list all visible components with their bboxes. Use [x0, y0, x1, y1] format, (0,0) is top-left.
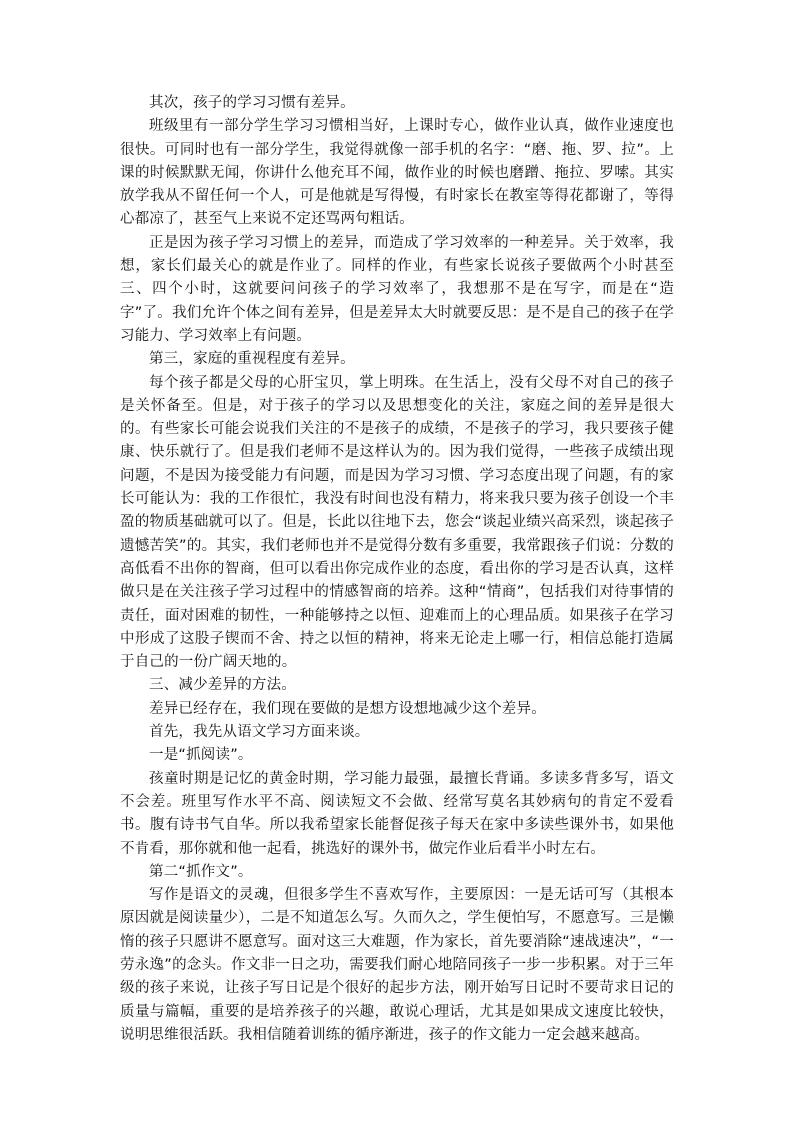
section-heading-methods: 三、减少差异的方法。 — [149, 677, 296, 694]
document-body — [120, 92, 674, 1047]
paragraph-efficiency: 正是因为孩子学习习惯上的差异，而造成了学习效率的一种差异。关于效率，我想，家长们最关心的就是作业了。同样的作业，有些家长说孩子要做两个小时甚至三、四个小时，这就要问问孩子的学习效率了，我想那不是在写字，而是在“造字”了。我们允许个体之间有差异，但是差异太大时就要反思：是不是自己的孩子在学习能力、学习效率上有问题。 — [120, 234, 674, 344]
paragraph-writing-heading: 第二“抓作文”。 — [149, 863, 253, 880]
paragraph-family-description: 每个孩子都是父母的心肝宝贝，掌上明珠。在生活上，没有父母不对自己的孩子是关怀备至。但是，对于孩子的学习以及思想变化的关注，家庭之间的差异是很大的。有些家长可能会说我们关注的不是孩子的成绩，不是孩子的学习，我只要孩子健康、快乐就行了。但是我们老师不是这样认为的。因为我们觉得，一些孩子成绩出现问题，不是因为接受能力有问题，而是因为学习习惯、学习态度出现了问题，有的家长可能认为：我的工作很忙，我没有时间也没有精力，将来我只要为孩子创设一个丰盈的物质基础就可以了。但是，长此以往地下去，您会“谈起业绩兴高采烈，谈起孩子遗憾苦笑”的。其实，我们老师也并不是觉得分数有多重要，我常跟孩子们说：分数的高低看不出你的智商，但可以看出你完成作业的态度，看出你的学习是否认真，这样做只是在关注孩子学习过程中的情感智商的培养。这种“情商”，包括我们对待事情的责任，面对困难的韧性，一种能够持之以恒、迎难而上的心理品质。如果孩子在学习中形成了这股子锲而不舍、持之以恒的精神，将来无论走上哪一行，相信总能打造属于自己的一份广阔天地的。 — [120, 374, 674, 671]
paragraph-family-heading: 第三，家庭的重视程度有差异。 — [149, 351, 355, 368]
paragraph-chinese-study: 首先，我先从语文学习方面来谈。 — [149, 724, 370, 741]
paragraph-reading-description: 孩童时期是记忆的黄金时期，学习能力最强，最擅长背诵。多读多背多写，语文不会差。班里写作水平不高、阅读短文不会做、经常写莫名其妙病句的肯定不爱看书。腹有诗书气自华。所以我希望家长能督促孩子每天在家中多读些课外书，如果他不肯看，那你就和他一起看，挑选好的课外书，做完作业后看半小时左右。 — [120, 770, 674, 857]
paragraph-habit-description: 班级里有一部分学生学习习惯相当好，上课时专心，做作业认真，做作业速度也很快。可同时也有一部分学生，我觉得就像一部手机的名字：“磨、拖、罗、拉”。上课的时候默默无闻，你讲什么他充耳不闻，做作业的时候也磨蹭、拖拉、罗嗦。其实放学我从不留任何一个人，可是他就是写得慢，有时家长在教室等得花都谢了，等得心都凉了，甚至气上来说不定还骂两句粗话。 — [120, 118, 674, 228]
paragraph-habit-heading: 其次，孩子的学习习惯有差异。 — [149, 95, 355, 111]
paragraph-reading-heading: 一是“抓阅读”。 — [149, 747, 253, 764]
paragraph-methods-intro: 差异已经存在，我们现在要做的是想方设想地减少这个差异。 — [149, 700, 546, 717]
paragraph-writing-description: 写作是语文的灵魂，但很多学生不喜欢写作，主要原因：一是无话可写（其根本原因就是阅读量少），二是不知道怎么写。久而久之，学生便怕写，不愿意写。三是懒惰的孩子只愿讲不愿意写。面对这三大难题，作为家长，首先要消除“速战速决”，“一劳永逸”的念头。作文非一日之功，需要我们耐心地陪同孩子一步一步积累。对于三年级的孩子来说，让孩子写日记是个很好的起步方法，刚开始写日记时不要苛求日记的质量与篇幅，重要的是培养孩子的兴趣，敢说心理话，尤其是如果成文速度比较快，说明思维很活跃。我相信随着训练的循序渐进，孩子的作文能力一定会越来越高。 — [120, 887, 674, 1043]
